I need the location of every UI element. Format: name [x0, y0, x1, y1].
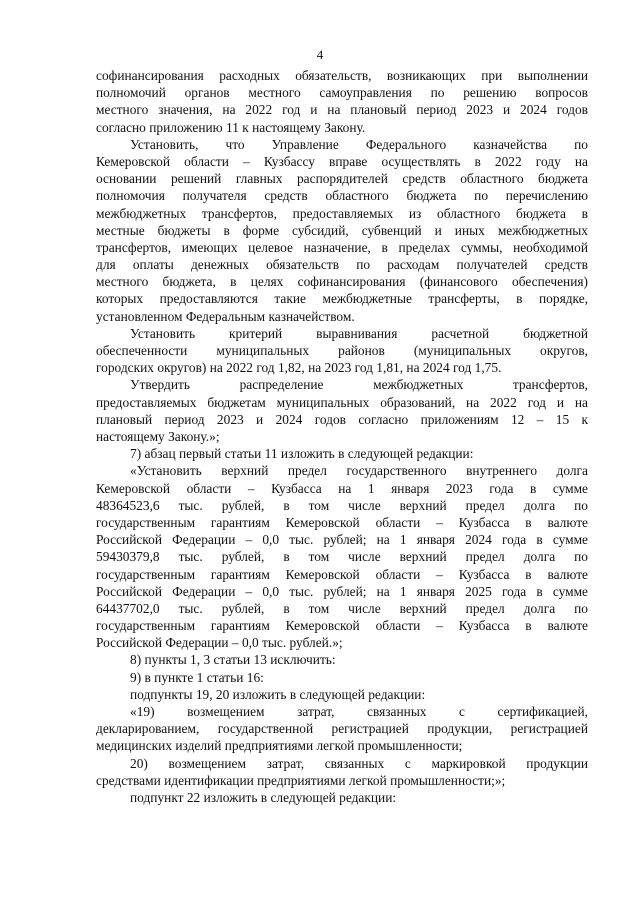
text-line: полномочия получателя средств областного бюджета по перечислению: [96, 188, 588, 204]
page-number: 4: [316, 47, 324, 62]
text-line: средствами идентификации предприятиями легкой промышленности;»;: [96, 772, 506, 788]
text-line: подпункты 19, 20 изложить в следующей редакции:: [130, 686, 426, 702]
text-line: предоставляемых бюджетам муниципальных образований, на 2022 год и на: [96, 394, 588, 410]
text-line: Российской Федерации – 0,0 тыс. рублей; на 1 января 2025 года в сумме: [96, 583, 588, 599]
text-line: государственным гарантиям Кемеровской области – Кузбасса в валюте: [96, 566, 588, 582]
text-line: «Установить верхний предел государственного внутреннего долга: [130, 463, 588, 479]
text-line: установленном Федеральным казначейством.: [96, 308, 355, 324]
text-line: Российской Федерации – 0,0 тыс. рублей; на 1 января 2024 года в сумме: [96, 532, 588, 548]
text-line: межбюджетных трансфертов, предоставляемых из областного бюджета в: [96, 205, 588, 221]
text-line: 48364523,6 тыс. рублей, в том числе верхний предел долга по: [96, 497, 588, 513]
text-line: Утвердить распределение межбюджетных трансфертов,: [130, 377, 588, 393]
text-line: Установить критерий выравнивания расчетной бюджетной: [130, 325, 588, 341]
text-line: медицинских изделий предприятиями легкой промышленности;: [96, 738, 463, 754]
text-line: для оплаты денежных обязательств по расходам получателей средств: [96, 257, 588, 273]
text-line: 8) пункты 1, 3 статьи 13 исключить:: [130, 652, 336, 668]
text-line: Кемеровской области – Кузбасса на 1 января 2023 года в сумме: [96, 480, 588, 496]
text-line: 59430379,8 тыс. рублей, в том числе верхний предел долга по: [96, 549, 588, 565]
text-line: основании решений главных распорядителей средств областного бюджета: [96, 171, 588, 187]
text-line: городских округов) на 2022 год 1,82, на 2023 год 1,81, на 2024 год 1,75.: [96, 360, 502, 376]
text-line: настоящему Закону.»;: [96, 428, 220, 444]
text-line: согласно приложению 11 к настоящему Закону.: [96, 119, 366, 135]
document-body: [96, 67, 588, 806]
text-line: 7) абзац первый статьи 11 изложить в следующей редакции:: [130, 446, 474, 462]
text-line: местного значения, на 2022 год и на плановый период 2023 и 2024 годов: [96, 102, 588, 118]
text-line: софинансирования расходных обязательств, возникающих при выполнении: [96, 68, 588, 83]
text-line: местные бюджеты в форме субсидий, субвенций и иных межбюджетных: [96, 222, 588, 238]
text-line: государственным гарантиям Кемеровской области – Кузбасса в валюте: [96, 514, 588, 530]
text-line: Российской Федерации – 0,0 тыс. рублей.»;: [96, 635, 343, 651]
text-line: подпункт 22 изложить в следующей редакции:: [130, 790, 397, 806]
text-line: трансфертов, имеющих целевое назначение, в пределах суммы, необходимой: [96, 239, 588, 255]
text-line: Кемеровской области – Кузбассу вправе осуществлять в 2022 году на: [96, 153, 588, 169]
text-line: полномочий органов местного самоуправления по решению вопросов: [96, 85, 588, 101]
text-line: декларированием, государственной регистрацией продукции, регистрацией: [96, 721, 588, 737]
text-line: 20) возмещением затрат, связанных с маркировкой продукции: [130, 755, 588, 771]
text-line: плановый период 2023 и 2024 годов согласно приложениям 12 – 15 к: [96, 411, 588, 427]
text-line: местного бюджета, в целях софинансирования (финансового обеспечения): [96, 274, 588, 290]
text-line: 64437702,0 тыс. рублей, в том числе верхний предел долга по: [96, 600, 588, 616]
text-line: 9) в пункте 1 статьи 16:: [130, 669, 264, 685]
text-line: которых предоставляются такие межбюджетные трансферты, в порядке,: [96, 291, 588, 307]
text-line: обеспеченности муниципальных районов (муниципальных округов,: [96, 343, 588, 359]
text-line: «19) возмещением затрат, связанных с сертификацией,: [130, 704, 588, 720]
text-line: государственным гарантиям Кемеровской области – Кузбасса в валюте: [96, 618, 588, 634]
text-line: Установить, что Управление Федерального казначейства по: [130, 136, 588, 152]
